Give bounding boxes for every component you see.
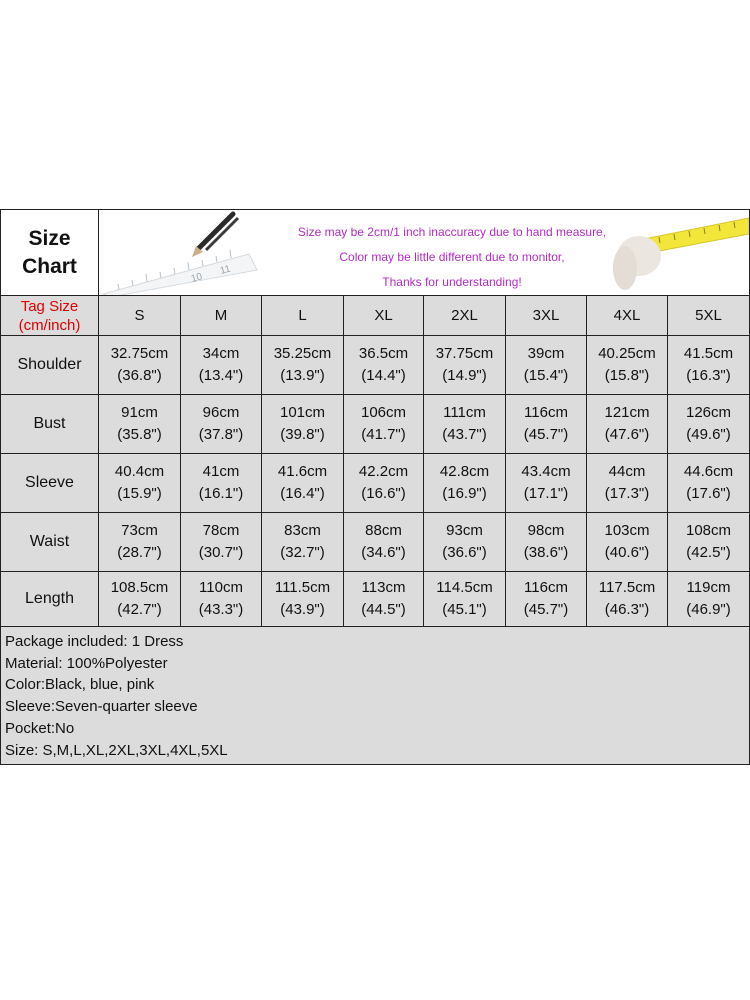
- inch-value: (43.7"): [442, 426, 487, 443]
- inch-value: (49.6"): [686, 426, 731, 443]
- measurement-cell: [505, 394, 587, 454]
- measurement-cell: [423, 394, 506, 454]
- row-label-shoulder: Shoulder: [0, 335, 99, 395]
- inch-value: (17.6"): [686, 485, 731, 502]
- measurement-cell: [343, 394, 424, 454]
- row-label-sleeve: Sleeve: [0, 453, 99, 513]
- cm-value: 111cm: [443, 404, 486, 421]
- measurement-cell: [180, 512, 262, 572]
- measurement-cell: [343, 571, 424, 627]
- inch-value: (28.7"): [117, 544, 162, 561]
- measurement-cell: [261, 335, 344, 395]
- measurement-cell: [98, 394, 181, 454]
- chart-title: [0, 209, 99, 296]
- cm-value: 32.75cm: [110, 345, 169, 362]
- cm-value: 41.5cm: [683, 345, 734, 362]
- inch-value: (15.8"): [604, 367, 650, 384]
- cm-value: 108.5cm: [110, 579, 169, 596]
- inch-value: (17.3"): [604, 485, 650, 502]
- measurement-cell: [261, 512, 344, 572]
- ruler-number-11: 11: [218, 263, 232, 277]
- inch-value: (44.5"): [361, 601, 406, 618]
- measurement-cell: [98, 571, 181, 627]
- inch-value: (14.9"): [442, 367, 487, 384]
- measurement-cell: [505, 335, 587, 395]
- cm-value: 73cm: [121, 522, 158, 539]
- measurement-cell: [667, 571, 750, 627]
- row-label-length: Length: [0, 571, 99, 627]
- cm-value: 126cm: [685, 404, 732, 421]
- measurement-cell: [586, 335, 668, 395]
- inch-value: (34.6"): [361, 544, 406, 561]
- measurement-cell: [98, 453, 181, 513]
- cm-value: 101cm: [279, 404, 326, 421]
- inch-value: (41.7"): [361, 426, 406, 443]
- inch-value: (13.4"): [198, 367, 244, 384]
- measurement-cell: [586, 394, 668, 454]
- size-chart: [0, 209, 750, 765]
- cm-value: 39cm: [527, 345, 565, 362]
- note-line: Size may be 2cm/1 inch inaccuracy due to hand measure,: [297, 225, 607, 239]
- inch-value: (43.9"): [280, 601, 325, 618]
- measurement-cell: [98, 512, 181, 572]
- cm-value: 103cm: [604, 522, 650, 539]
- row-label-waist: Waist: [0, 512, 99, 572]
- measurement-notes: [272, 220, 632, 295]
- inch-value: (45.1"): [442, 601, 487, 618]
- inch-value: (39.8"): [280, 426, 325, 443]
- info-sleeve: Sleeve:Seven-quarter sleeve: [5, 698, 198, 716]
- inch-value: (46.9"): [686, 601, 731, 618]
- cm-value: 93cm: [446, 522, 483, 539]
- measurement-banner: [98, 209, 750, 296]
- info-pocket: Pocket:No: [5, 719, 75, 737]
- cm-value: 110cm: [199, 579, 243, 596]
- measurement-cell: [586, 453, 668, 513]
- measurement-cell: [667, 453, 750, 513]
- measurement-cell: [343, 512, 424, 572]
- cm-value: 111.5cm: [274, 579, 331, 596]
- chart-title-line1: Size: [28, 226, 71, 250]
- ruler-pencil-icon: [99, 210, 269, 296]
- measurement-cell: [343, 335, 424, 395]
- measurement-cell: [261, 394, 344, 454]
- info-sizes: Size: S,M,L,XL,2XL,3XL,4XL,5XL: [5, 741, 228, 759]
- size-header-4xl: 4XL: [586, 295, 668, 336]
- measurement-cell: [586, 512, 668, 572]
- measurement-cell: [667, 394, 750, 454]
- measurement-cell: [343, 453, 424, 513]
- cm-value: 78cm: [202, 522, 240, 539]
- inch-value: (16.6"): [361, 485, 406, 502]
- measurement-cell: [180, 335, 262, 395]
- size-header-xl: XL: [343, 295, 424, 336]
- inch-value: (32.7"): [280, 544, 325, 561]
- inch-value: (16.4"): [280, 485, 325, 502]
- cm-value: 40.25cm: [598, 345, 656, 362]
- tag-size-units: (cm/inch): [18, 316, 81, 334]
- cm-value: 121cm: [604, 404, 650, 421]
- product-info: [0, 626, 750, 765]
- inch-value: (47.6"): [604, 426, 650, 443]
- cm-value: 43.4cm: [521, 463, 571, 480]
- cm-value: 113cm: [361, 579, 406, 596]
- cm-value: 40.4cm: [114, 463, 165, 480]
- cm-value: 98cm: [527, 522, 565, 539]
- size-header-5xl: 5XL: [667, 295, 750, 336]
- measurement-cell: [261, 571, 344, 627]
- tag-size-header: [0, 295, 99, 336]
- cm-value: 116cm: [524, 579, 568, 596]
- cm-value: 96cm: [202, 404, 240, 421]
- cm-value: 41cm: [202, 463, 240, 480]
- note-line: Thanks for understanding!: [382, 275, 522, 289]
- inch-value: (46.3"): [604, 601, 650, 618]
- inch-value: (35.8"): [117, 426, 162, 443]
- cm-value: 36.5cm: [358, 345, 409, 362]
- cm-value: 35.25cm: [273, 345, 332, 362]
- chart-title-line2: Chart: [22, 254, 77, 278]
- measurement-cell: [98, 335, 181, 395]
- inch-value: (15.9"): [117, 485, 162, 502]
- inch-value: (36.6"): [442, 544, 487, 561]
- measurement-cell: [505, 512, 587, 572]
- cm-value: 37.75cm: [435, 345, 494, 362]
- size-header-2xl: 2XL: [423, 295, 506, 336]
- note-line: Color may be little different due to monitor,: [339, 250, 565, 264]
- cm-value: 91cm: [121, 404, 158, 421]
- inch-value: (15.4"): [523, 367, 569, 384]
- cm-value: 44cm: [608, 463, 646, 480]
- measurement-cell: [423, 453, 506, 513]
- row-label-bust: Bust: [0, 394, 99, 454]
- cm-value: 44.6cm: [683, 463, 734, 480]
- cm-value: 41.6cm: [277, 463, 328, 480]
- size-header-l: L: [261, 295, 344, 336]
- inch-value: (36.8"): [117, 367, 162, 384]
- cm-value: 34cm: [202, 345, 240, 362]
- size-header-m: M: [180, 295, 262, 336]
- cm-value: 88cm: [365, 522, 402, 539]
- inch-value: (42.5"): [686, 544, 731, 561]
- inch-value: (40.6"): [604, 544, 650, 561]
- cm-value: 42.8cm: [439, 463, 490, 480]
- measurement-cell: [505, 571, 587, 627]
- size-header-s: S: [98, 295, 181, 336]
- cm-value: 117.5cm: [598, 579, 656, 596]
- tag-size-label: Tag Size: [20, 297, 79, 315]
- measurement-cell: [667, 335, 750, 395]
- cm-value: 83cm: [284, 522, 321, 539]
- inch-value: (45.7"): [523, 426, 569, 443]
- measurement-cell: [180, 394, 262, 454]
- measurement-cell: [423, 571, 506, 627]
- inch-value: (45.7"): [523, 601, 569, 618]
- cm-value: 116cm: [524, 404, 568, 421]
- size-header-3xl: 3XL: [505, 295, 587, 336]
- measurement-cell: [180, 571, 262, 627]
- inch-value: (43.3"): [198, 601, 244, 618]
- measurement-cell: [667, 512, 750, 572]
- measurement-cell: [423, 512, 506, 572]
- inch-value: (16.9"): [442, 485, 487, 502]
- measurement-cell: [423, 335, 506, 395]
- inch-value: (13.9"): [280, 367, 325, 384]
- cm-value: 108cm: [685, 522, 732, 539]
- cm-value: 114.5cm: [436, 579, 493, 596]
- inch-value: (37.8"): [198, 426, 244, 443]
- measurement-cell: [586, 571, 668, 627]
- cm-value: 119cm: [686, 579, 731, 596]
- inch-value: (16.1"): [198, 485, 244, 502]
- info-color: Color:Black, blue, pink: [5, 676, 155, 694]
- measurement-cell: [261, 453, 344, 513]
- info-material: Material: 100%Polyester: [5, 654, 168, 672]
- cm-value: 106cm: [360, 404, 407, 421]
- measurement-cell: [505, 453, 587, 513]
- cm-value: 42.2cm: [358, 463, 409, 480]
- inch-value: (42.7"): [117, 601, 162, 618]
- inch-value: (38.6"): [523, 544, 569, 561]
- inch-value: (17.1"): [523, 485, 569, 502]
- inch-value: (14.4"): [361, 367, 406, 384]
- info-package: Package included: 1 Dress: [5, 633, 184, 650]
- inch-value: (30.7"): [198, 544, 244, 561]
- measurement-cell: [180, 453, 262, 513]
- inch-value: (16.3"): [686, 367, 731, 384]
- ruler-number-10: 10: [189, 271, 204, 285]
